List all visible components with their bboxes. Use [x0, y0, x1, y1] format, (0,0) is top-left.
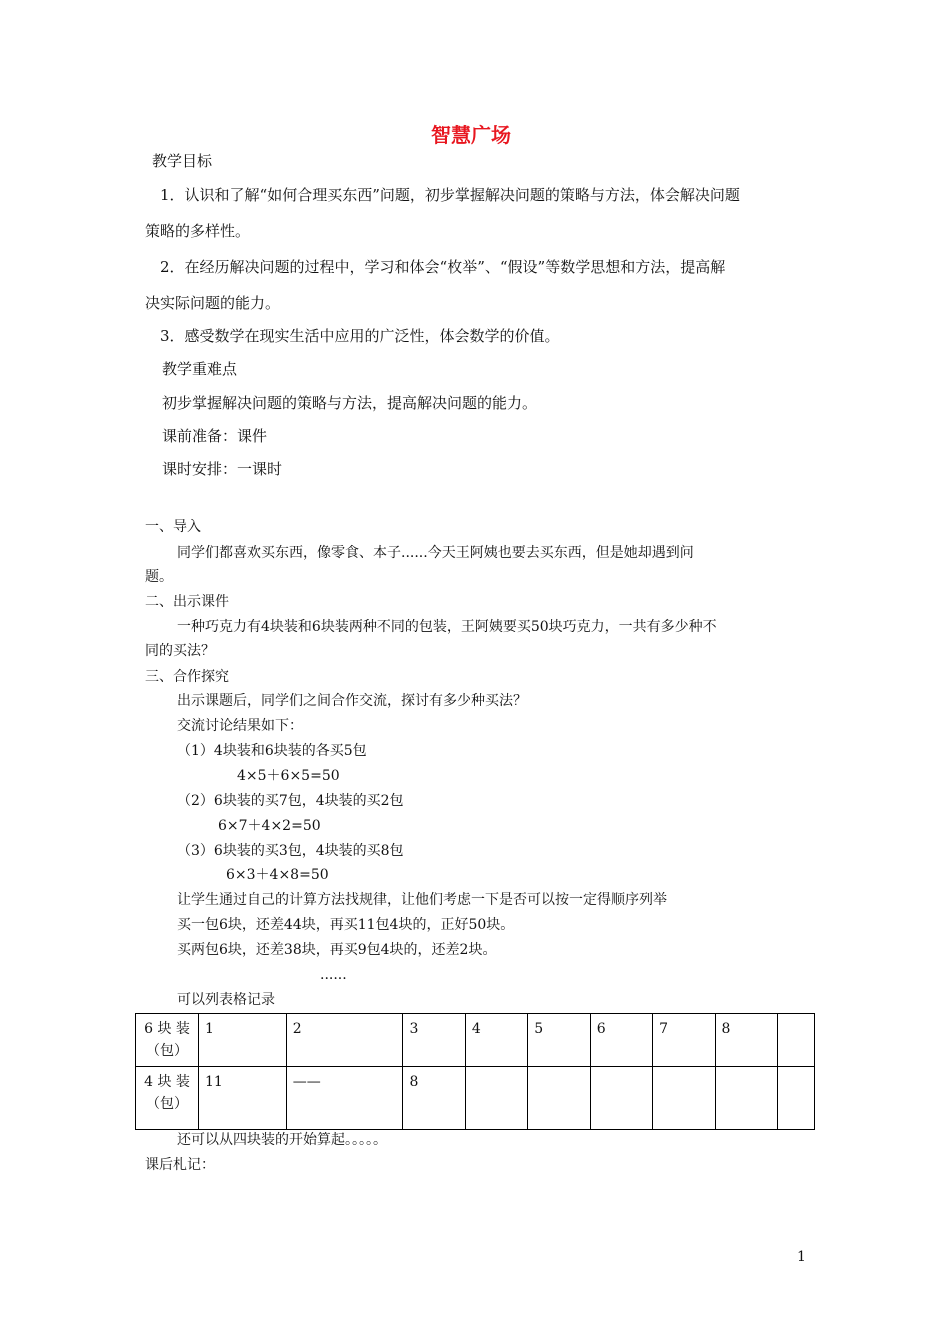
page-number: 1: [797, 1249, 806, 1265]
objective-1-line-2: 策略的多样性。: [145, 222, 251, 240]
table-cell: 3: [403, 1014, 465, 1067]
table-cell: [777, 1014, 814, 1067]
table-cell: 1: [199, 1014, 287, 1067]
enumeration-1: 买一包6块，还差44块，再买11包4块的，正好50块。: [177, 917, 515, 933]
row-header-line-2: （包）: [146, 1043, 188, 1059]
notes-label: 课后札记：: [145, 1157, 215, 1173]
table-cell: [590, 1067, 652, 1130]
table-row: [136, 1014, 815, 1067]
table-cell: [465, 1067, 527, 1130]
key-points-heading: 教学重难点: [162, 360, 238, 378]
objective-1-line-1: 1．认识和了解“如何合理买东西”问题，初步掌握解决问题的策略与方法，体会解决问题: [160, 186, 740, 204]
table-label: 可以列表格记录: [177, 992, 275, 1008]
schedule-text: 课时安排：一课时: [162, 460, 283, 478]
objective-2-line-1: 2．在经历解决问题的过程中，学习和体会“枚举”、“假设”等数学思想和方法，提高解: [160, 258, 726, 276]
table-row: [136, 1067, 815, 1130]
key-points-text: 初步掌握解决问题的策略与方法，提高解决问题的能力。: [162, 394, 538, 412]
table-cell: [715, 1067, 777, 1130]
table-cell: 4: [465, 1014, 527, 1067]
section-2-line-2: 同的买法？: [145, 643, 215, 659]
result-label: 交流讨论结果如下：: [177, 718, 303, 734]
case-3: （3）6块装的买3包，4块装的买8包: [177, 843, 404, 859]
case-2: （2）6块装的买7包，4块装的买2包: [177, 793, 404, 809]
prep-text: 课前准备：课件: [162, 427, 268, 445]
record-table: [135, 1013, 815, 1130]
table-cell: [777, 1067, 814, 1130]
enumeration-2: 买两包6块，还差38块，再买9包4块的，还差2块。: [177, 942, 497, 958]
row-header: [136, 1067, 199, 1130]
objective-2-line-2: 决实际问题的能力。: [145, 294, 281, 312]
section-2-heading: 二、出示课件: [145, 594, 229, 610]
table-cell: 7: [653, 1014, 715, 1067]
table-cell: 8: [403, 1067, 465, 1130]
table-cell: 8: [715, 1014, 777, 1067]
after-table-text: 还可以从四块装的开始算起。。。。。: [177, 1132, 387, 1148]
table-cell: 11: [199, 1067, 287, 1130]
ellipsis: ......: [320, 967, 347, 983]
case-1: （1）4块装和6块装的各买5包: [177, 743, 367, 759]
table-cell: [528, 1067, 590, 1130]
objectives-heading: 教学目标: [152, 152, 213, 170]
calc-3: 6×3＋4×8=50: [226, 867, 329, 883]
section-1-line-1: 同学们都喜欢买东西，像零食、本子......今天王阿姨也要去买东西，但是她却遇到问: [177, 545, 694, 561]
table-cell: 5: [528, 1014, 590, 1067]
table-cell: [653, 1067, 715, 1130]
page-title: 智慧广场: [431, 123, 511, 147]
table-cell: 6: [590, 1014, 652, 1067]
objective-3: 3．感受数学在现实生活中应用的广泛性，体会数学的价值。: [160, 327, 560, 345]
row-header-line-1: 4 块 装: [144, 1074, 190, 1090]
section-1-heading: 一、导入: [145, 519, 201, 535]
row-header: [136, 1014, 199, 1067]
section-3-intro: 出示课题后，同学们之间合作交流，探讨有多少种买法？: [177, 693, 527, 709]
section-2-line-1: 一种巧克力有4块装和6块装两种不同的包装，王阿姨要买50块巧克力，一共有多少种不: [177, 619, 717, 635]
calc-2: 6×7＋4×2=50: [218, 818, 321, 834]
calc-1: 4×5＋6×5=50: [237, 768, 340, 784]
row-header-line-2: （包）: [146, 1096, 188, 1112]
row-header-line-1: 6 块 装: [144, 1021, 190, 1037]
table-cell: 2: [286, 1014, 403, 1067]
section-1-line-2: 题。: [145, 569, 173, 585]
section-3-heading: 三、合作探究: [145, 669, 229, 685]
pattern-text: 让学生通过自己的计算方法找规律，让他们考虑一下是否可以按一定得顺序列举: [177, 892, 667, 908]
table-cell: ——: [286, 1067, 403, 1130]
